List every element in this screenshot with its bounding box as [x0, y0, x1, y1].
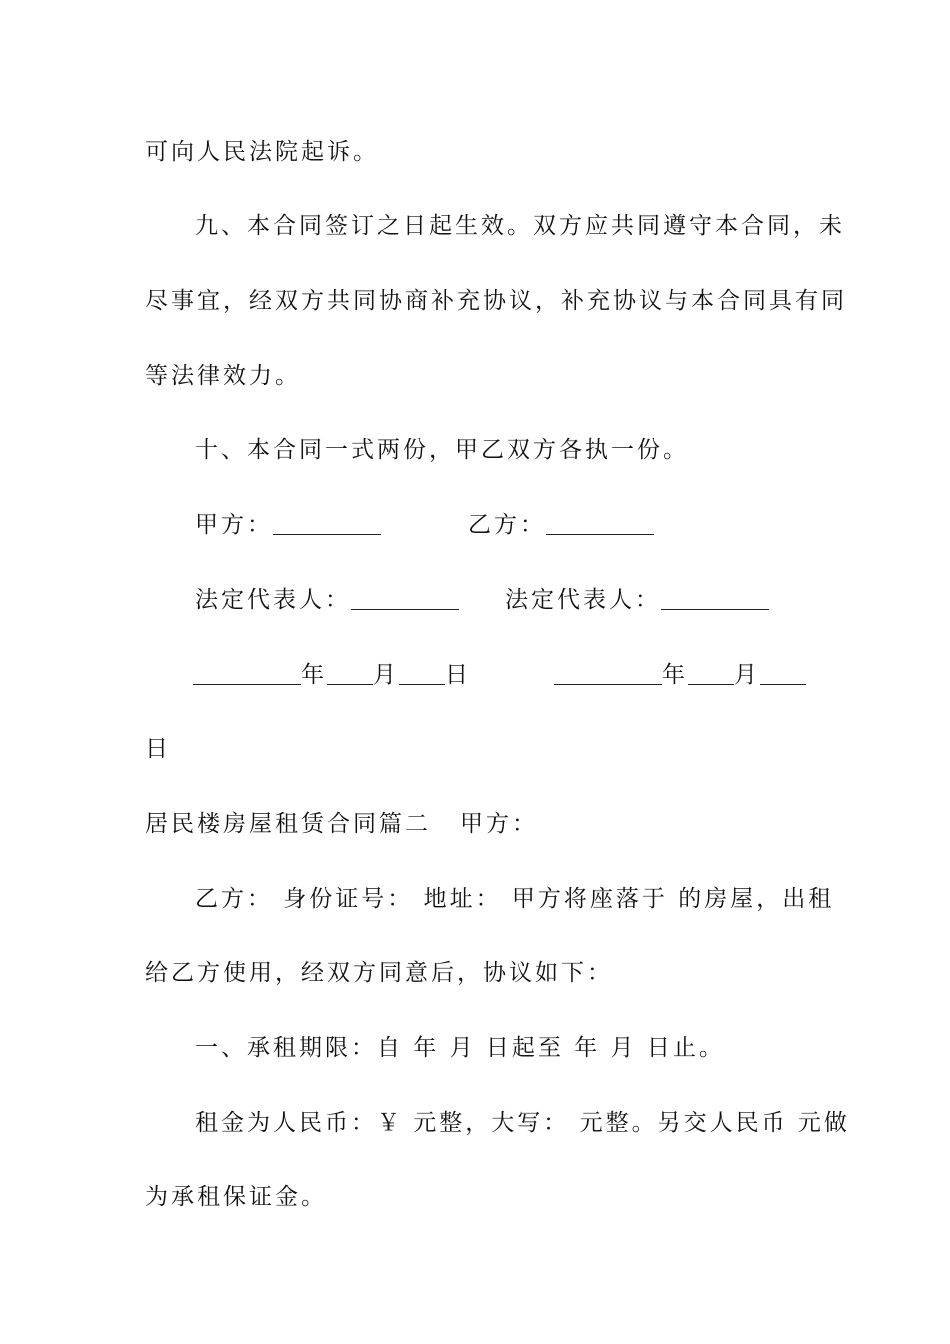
contract-line: 乙方： 身份证号： 地址： 甲方将座落于 的房屋，出租	[195, 886, 835, 912]
rent-line: 为承租保证金。	[145, 1184, 327, 1210]
year-label: 年	[301, 662, 327, 688]
clause-9-line: 九、本合同签订之日起生效。双方应共同遵守本合同，未	[195, 213, 845, 239]
party-b-blank	[546, 512, 654, 535]
rep-b-blank	[661, 587, 769, 610]
rep-a-blank	[351, 587, 459, 610]
rep-a-label: 法定代表人：	[195, 587, 351, 613]
year-blank	[554, 662, 662, 685]
day-label: 日	[445, 662, 471, 688]
day-blank	[760, 662, 806, 685]
section-title: 居民楼房屋租赁合同篇二	[145, 811, 431, 837]
party-a-label: 甲方：	[195, 512, 273, 538]
date-b	[554, 660, 806, 690]
clause-10-line: 十、本合同一式两份，甲乙双方各执一份。	[195, 437, 689, 463]
title-party-a: 甲方：	[460, 811, 538, 837]
party-a-blank	[273, 512, 381, 535]
clause-9-line: 等法律效力。	[145, 363, 301, 389]
date-a	[193, 660, 471, 690]
year-blank	[193, 662, 301, 685]
month-label: 月	[734, 662, 760, 688]
clause-1-line: 一、承租期限：自 年 月 日起至 年 月 日止。	[195, 1035, 725, 1061]
rep-b-label: 法定代表人：	[505, 587, 661, 613]
party-b-signature	[468, 510, 654, 540]
contract-line: 给乙方使用，经双方同意后，协议如下：	[145, 960, 613, 986]
month-label: 月	[373, 662, 399, 688]
party-a-signature	[195, 510, 381, 540]
rep-b-signature	[505, 585, 769, 615]
rep-a-signature	[195, 585, 459, 615]
year-label: 年	[662, 662, 688, 688]
day-blank	[399, 662, 445, 685]
rent-line: 租金为人民币：￥ 元整，大写： 元整。另交人民币 元做	[195, 1110, 850, 1136]
clause-9-line: 尽事宜，经双方共同协商补充协议，补充协议与本合同具有同	[145, 288, 847, 314]
paragraph-line: 可向人民法院起诉。	[145, 139, 379, 165]
day-label-wrapped: 日	[145, 736, 171, 762]
month-blank	[688, 662, 734, 685]
party-b-label: 乙方：	[468, 512, 546, 538]
month-blank	[327, 662, 373, 685]
